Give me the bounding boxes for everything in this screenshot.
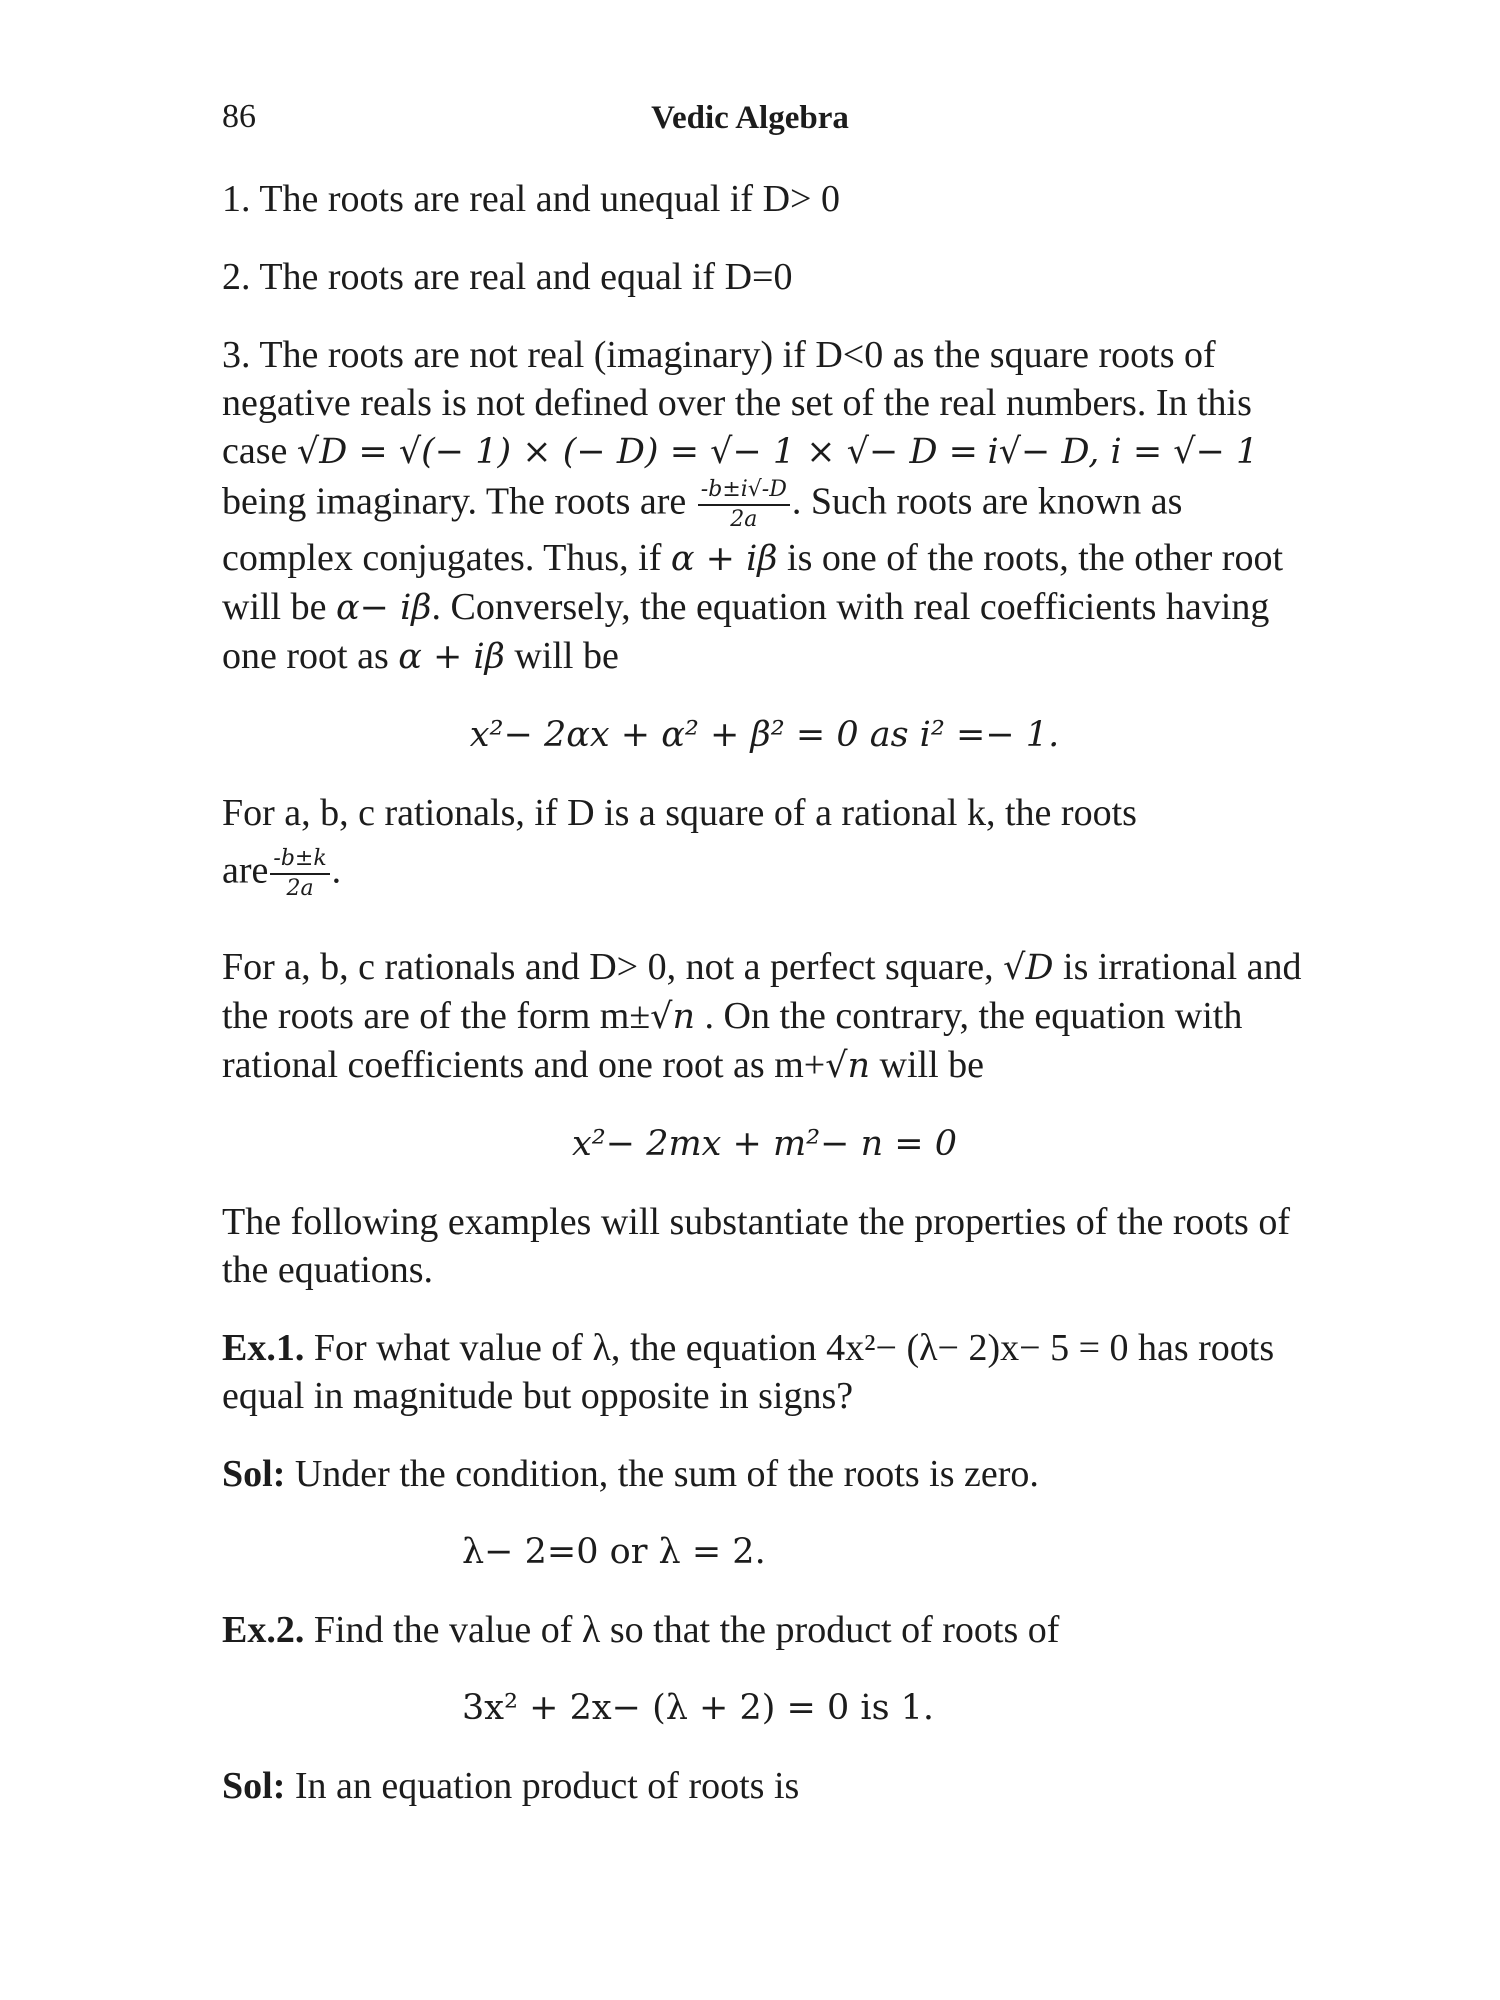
- sqrt-n-repeat: √n: [825, 1046, 871, 1086]
- example-2: [222, 1606, 1307, 1654]
- page-body: [222, 175, 1307, 1840]
- running-title: Vedic Algebra: [651, 100, 849, 136]
- sqrt-chain-formula: √D = √(− 1) × (− D) = √− 1 × √− D =: [296, 432, 979, 472]
- page-header: [0, 98, 1500, 148]
- example-1-label: Ex.1.: [222, 1327, 305, 1369]
- solution-1-text: Under the condition, the sum of the roots is zero.: [285, 1453, 1039, 1495]
- equation-complex: x²− 2αx + α² + β² = 0 as i² =− 1.: [469, 715, 1060, 755]
- roots-fraction: [698, 476, 790, 534]
- solution-2-text: In an equation product of roots is: [285, 1765, 800, 1807]
- page-number: 86: [222, 98, 256, 135]
- item-3-text-d: is one of the roots, the other root will be: [222, 537, 1284, 628]
- are-label: are: [222, 849, 269, 892]
- rational-period: .: [331, 849, 342, 892]
- irrational-text-d: will be: [870, 1044, 985, 1086]
- irrational-paragraph: [222, 943, 1307, 1090]
- solution-2-label: Sol:: [222, 1765, 286, 1807]
- intro-paragraph: The following examples will substantiate the properties of the roots of the equations.: [222, 1201, 1290, 1291]
- example-1: [222, 1324, 1307, 1420]
- item-3: [222, 331, 1307, 681]
- irrational-text-c: . On the contrary, the equation with rational coefficients and one root as m+: [222, 995, 1243, 1086]
- sqrt-n: √n: [650, 997, 696, 1037]
- example-1-text: For what value of λ, the equation 4x²− (λ− 2)x− 5 = 0 has roots equal in magnitude but opposite in signs?: [222, 1327, 1275, 1417]
- roots-fraction-numerator: -b±i√-D: [698, 476, 790, 506]
- example-2-equation: 3x² + 2x− (λ + 2) = 0 is 1.: [462, 1688, 935, 1728]
- rational-fraction-numerator: -b±k: [270, 845, 329, 875]
- roots-fraction-denominator: 2a: [730, 507, 758, 532]
- equation-irrational: x²− 2mx + m²− n = 0: [571, 1124, 958, 1164]
- complex-root-plus-repeat: α + iβ: [398, 637, 505, 677]
- example-2-label: Ex.2.: [222, 1609, 305, 1651]
- item-3-text-c: . Such roots are known as complex conjugates. Thus, if: [222, 480, 1183, 579]
- solution-1-label: Sol:: [222, 1453, 286, 1495]
- solution-1-equation: λ− 2=0 or λ = 2.: [462, 1532, 766, 1572]
- sqrt-d: √D: [1003, 948, 1054, 988]
- item-1: 1. The roots are real and unequal if D> 0: [222, 178, 840, 220]
- imaginary-unit-formula: i√− D, i = √− 1: [987, 432, 1259, 472]
- rational-fraction-denominator: 2a: [286, 876, 314, 901]
- item-3-text-e: . Conversely, the equation with real coefficients having one root as: [222, 586, 1270, 677]
- rational-text: For a, b, c rationals, if D is a square of a rational k, the roots: [222, 792, 1137, 834]
- item-2: 2. The roots are real and equal if D=0: [222, 256, 793, 298]
- complex-root-plus: α + iβ: [670, 539, 778, 579]
- item-3-text-a: 3. The roots are not real (imaginary) if D<0 as the square roots of negative reals is not defined over the set of the real numbers. In this case: [222, 334, 1252, 472]
- rational-paragraph: [222, 789, 1307, 837]
- rational-roots-fraction: [270, 845, 329, 903]
- complex-root-minus: α− iβ: [335, 588, 432, 628]
- irrational-text-a: For a, b, c rationals and D> 0, not a perfect square,: [222, 946, 1004, 988]
- rational-roots-line: [222, 845, 1307, 903]
- solution-2: [222, 1762, 1307, 1810]
- example-2-text: Find the value of λ so that the product of roots of: [304, 1609, 1060, 1651]
- irrational-text-b: is irrational and the roots are of the form m±: [222, 946, 1302, 1037]
- item-3-text-f: will be: [504, 635, 619, 677]
- item-3-text-b: being imaginary. The roots are: [222, 480, 696, 523]
- solution-1: [222, 1450, 1307, 1498]
